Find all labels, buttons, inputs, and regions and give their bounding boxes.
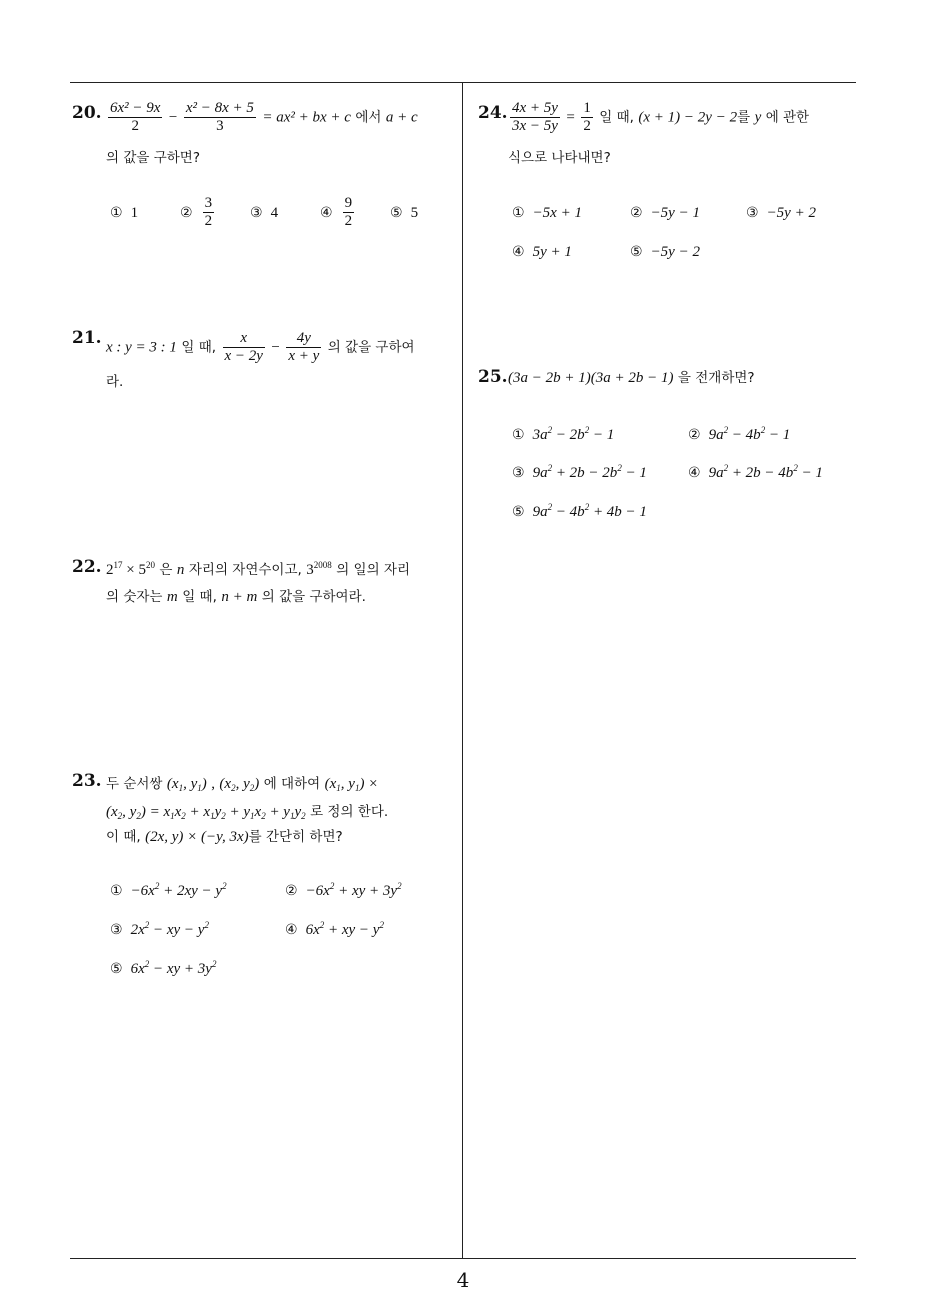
q23-option-1: ① $-6x^2 + 2xy - y^2$ [110,881,227,899]
q25-option-4: ④ $9a^2 + 2b - 4b^2 - 1$ [688,463,823,481]
question-number-24: 24. [478,103,508,123]
q20-option-1: ① 1 [110,205,139,221]
question-number-25: 25. [478,367,508,387]
question-number-22: 22. [72,557,102,577]
question-20: $\frac{\text{6x² − 9x}}{2}$ − $\frac{\text{x² − 8x + 5}}{3}$ = ax² + bx + c 에서 a + c [110,100,418,134]
q25-option-2: ② $9a^2 - 4b^2 - 1$ [688,425,791,443]
q24-option-3: ③ −5y + 2 [746,205,816,221]
question-23-line2: ($x_2$, $y_2) = x_1x_2 + x_1y_2 + y_1x_2 + y_1y_2$ 로 정의 한다. [106,804,389,821]
q25-option-5: ⑤ $9a^2 - 4b^2 + 4b - 1$ [512,502,647,520]
question-number-21: 21. [72,328,102,348]
q20-fraction-1: $\frac{\text{6x² − 9x}}{2}$ [110,100,161,134]
q23-option-5: ⑤ $6x^2$ − xy + $3y^2$ [110,959,217,977]
q24-option-5: ⑤ −5y − 2 [630,244,700,260]
bottom-rule [70,1258,856,1259]
question-21: x : y = 3 : 1 일 때, $\frac{x}{x - 2y}$ − $\frac{4y}{x + y}$ 의 값을 구하여 [106,330,415,364]
q20-option-5: ⑤ 5 [390,205,419,221]
question-23-line3: 이 때, (2x, y) × (−y, 3x)를 간단히 하면? [106,829,343,845]
q20-fraction-2: $\frac{\text{x² − 8x + 5}}{3}$ [185,100,254,134]
question-24-line2: 식으로 나타내면? [508,150,611,166]
q20-option-2: ② $\frac{3}{2}$ [180,195,213,229]
question-22-line2: 의 숫자는 m 일 때, n + m 의 값을 구하여라. [106,589,366,605]
top-rule [70,82,856,83]
q24-option-1: ① −5x + 1 [512,205,582,221]
q23-option-4: ④ $6x^2$ + xy − $y^2$ [285,920,384,938]
q25-option-1: ① $3a^2 - 2b^2 - 1$ [512,425,615,443]
q24-option-4: ④ 5y + 1 [512,244,572,260]
question-number-20: 20. [72,103,102,123]
question-22: $2^{17} \times 5^{20}$ 은 n 자리의 자연수이고, $3^{2008}$ 의 일의 자리 [106,560,410,578]
question-24: $\frac{4x + 5y}{3x - 5y}$ = $\frac{1}{2}$ 일 때, (x + 1) − 2y − 2를 y 에 관한 [512,100,810,134]
question-21-line2: 라. [106,374,124,390]
q24-option-2: ② −5y − 1 [630,205,700,221]
question-25: (3a − 2b + 1)(3a + 2b − 1) 을 전개하면? [508,370,755,386]
q20-option-3: ③ 4 [250,205,279,221]
column-divider [462,82,463,1258]
q23-option-3: ③ $2x^2$ − xy − $y^2$ [110,920,209,938]
q23-option-2: ② $-6x^2$ + xy + $3y^2$ [285,881,402,899]
q20-option-4: ④ $\frac{9}{2}$ [320,195,353,229]
question-23: 두 순서쌍 ($x_1$, $y_1$) , ($x_2$, $y_2$) 에 대하여 ($x_1$, $y_1$) × [106,776,379,793]
question-20-line2: 의 값을 구하면? [106,150,200,166]
question-number-23: 23. [72,771,102,791]
q25-option-3: ③ $9a^2 + 2b - 2b^2 - 1$ [512,463,647,481]
page-number: 4 [456,1268,470,1292]
